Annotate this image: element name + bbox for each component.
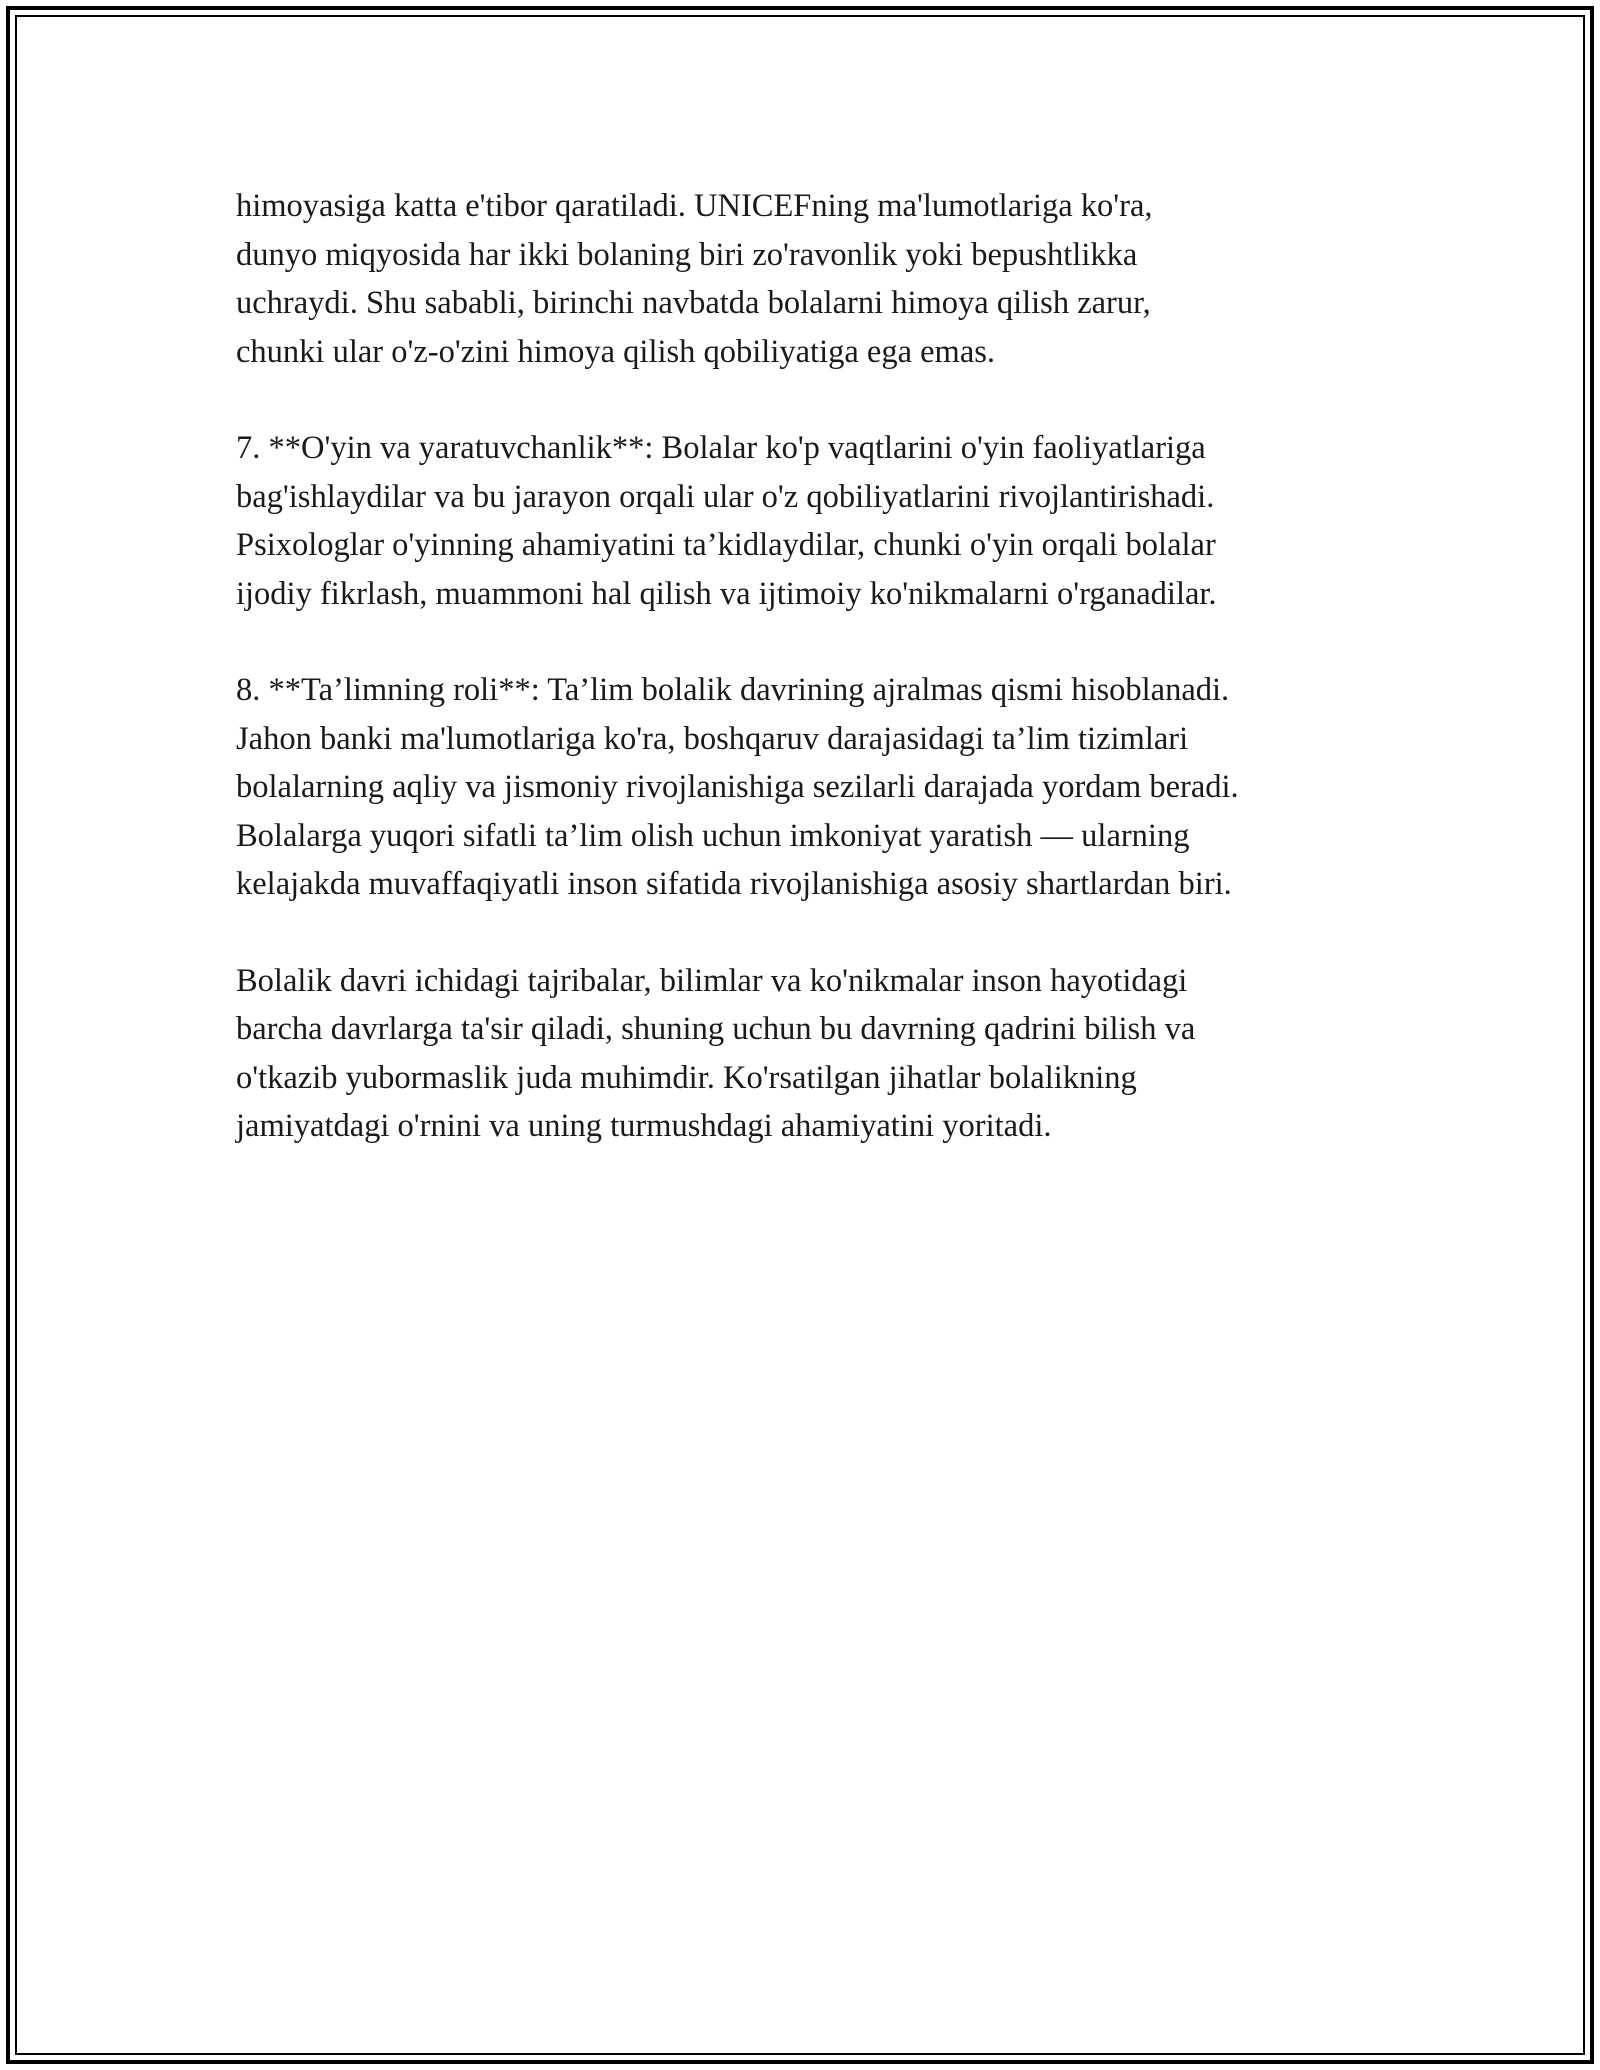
text-line: dunyo miqyosida har ikki bolaning biri zo'ravonlik yoki bepushtlikka — [236, 236, 1138, 273]
text-line: kelajakda muvaffaqiyatli inson sifatida rivojlanishiga asosiy shartlardan biri. — [236, 866, 1232, 902]
text-line: himoyasiga katta e'tibor qaratiladi. UNICEFning ma'lumotlariga ko'ra, — [236, 188, 1153, 224]
text-line: bag'ishlaydilar va bu jarayon orqali ular o'z qobiliyatlarini rivojlantirishadi. — [236, 478, 1215, 515]
text-line: bolalarning aqliy va jismoniy rivojlanishiga sezilarli darajada yordam beradi. — [236, 769, 1239, 805]
text-line: Psixologlar o'yinning ahamiyatini ta’kidlaydilar, chunki o'yin orqali bolalar — [236, 527, 1216, 563]
text-line: chunki ular o'z-o'zini himoya qilish qobiliyatiga ega emas. — [236, 333, 996, 370]
paragraph-conclusion — [236, 957, 1396, 1151]
paragraph-education-role — [236, 666, 1396, 909]
text-line: o'tkazib yubormaslik juda muhimdir. Ko'rsatilgan jihatlar bolalikning — [236, 1059, 1137, 1096]
document-body — [236, 182, 1396, 1199]
paragraph-child-protection — [236, 182, 1396, 376]
text-line: 8. **Ta’limning roli**: Ta’lim bolalik davrining ajralmas qismi hisoblanadi. — [236, 672, 1230, 708]
text-line: barcha davrlarga ta'sir qiladi, shuning uchun bu davrning qadrini bilish va — [236, 1011, 1196, 1047]
text-line: 7. **O'yin va yaratuvchanlik**: Bolalar ko'p vaqtlarini o'yin faoliyatlariga — [236, 430, 1206, 466]
text-line: ijodiy fikrlash, muammoni hal qilish va ijtimoiy ko'nikmalarni o'rganadilar. — [236, 575, 1217, 612]
text-line: jamiyatdagi o'rnini va uning turmushdagi ahamiyatini yoritadi. — [236, 1108, 1052, 1144]
text-line: Bolalik davri ichidagi tajribalar, bilimlar va ko'nikmalar inson hayotidagi — [236, 962, 1188, 999]
paragraph-play-creativity — [236, 424, 1396, 618]
text-line: Bolalarga yuqori sifatli ta’lim olish uchun imkoniyat yaratish — ularning — [236, 817, 1190, 854]
text-line: Jahon banki ma'lumotlariga ko'ra, boshqaruv darajasidagi ta’lim tizimlari — [236, 720, 1189, 757]
text-line: uchraydi. Shu sababli, birinchi navbatda bolalarni himoya qilish zarur, — [236, 285, 1151, 321]
